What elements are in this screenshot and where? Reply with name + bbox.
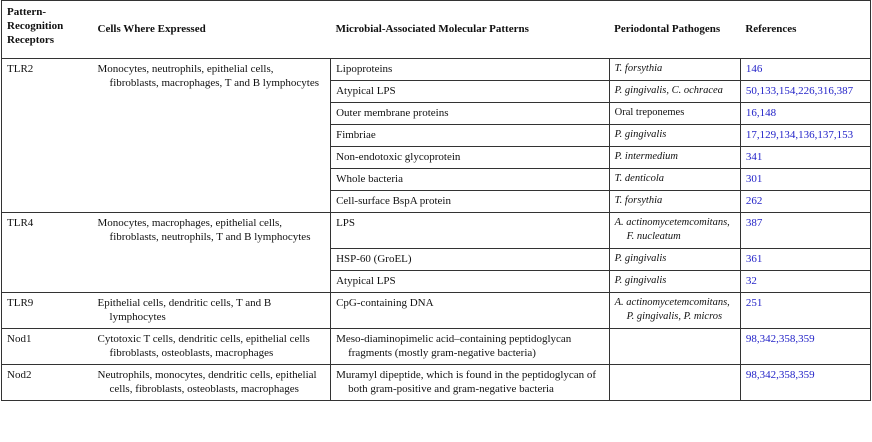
pathogen-cell: A. actinomycetemcomitans, P. gingivalis, P. micros <box>609 293 740 329</box>
header-cells: Cells Where Expressed <box>88 1 331 59</box>
header-references: References <box>740 1 870 59</box>
pathogen-cell: Oral treponemes <box>609 103 740 125</box>
pathogen-cell: T. forsythia <box>609 59 740 81</box>
table-row <box>2 365 871 401</box>
reference-link[interactable]: 262 <box>740 191 870 213</box>
pathogen-cell: P. gingivalis <box>609 249 740 271</box>
pattern-cell: Whole bacteria <box>331 169 610 191</box>
reference-link[interactable]: 341 <box>740 147 870 169</box>
cells-expressed: Cytotoxic T cells, dendritic cells, epithelial cells fibroblasts, osteoblasts, macrophages <box>88 329 331 365</box>
reference-link[interactable]: 301 <box>740 169 870 191</box>
cells-expressed: Neutrophils, monocytes, dendritic cells, epithelial cells, fibroblasts, osteoblasts, macrophages <box>88 365 331 401</box>
receptor-cell: Nod2 <box>2 365 88 401</box>
pathogen-cell: P. gingivalis, C. ochracea <box>609 81 740 103</box>
pattern-cell: Muramyl dipeptide, which is found in the peptidoglycan of both gram-positive and gram-negative bacteria <box>331 365 610 401</box>
table-row <box>2 59 871 81</box>
pattern-cell: LPS <box>331 213 610 249</box>
pathogen-cell <box>609 329 740 365</box>
receptor-cell: Nod1 <box>2 329 88 365</box>
cells-expressed: Monocytes, macrophages, epithelial cells, fibroblasts, neutrophils, T and B lymphocytes <box>88 213 331 293</box>
reference-link[interactable]: 16,148 <box>740 103 870 125</box>
header-patterns: Microbial-Associated Molecular Patterns <box>331 1 610 59</box>
table-row <box>2 213 871 249</box>
pathogen-cell: P. gingivalis <box>609 125 740 147</box>
pathogen-cell: T. forsythia <box>609 191 740 213</box>
reference-link[interactable]: 251 <box>740 293 870 329</box>
reference-link[interactable]: 98,342,358,359 <box>740 329 870 365</box>
pattern-cell: Cell-surface BspA protein <box>331 191 610 213</box>
pathogen-cell: P. intermedium <box>609 147 740 169</box>
pattern-cell: Lipoproteins <box>331 59 610 81</box>
reference-link[interactable]: 361 <box>740 249 870 271</box>
header-row <box>2 1 871 59</box>
pattern-cell: CpG-containing DNA <box>331 293 610 329</box>
receptor-cell: TLR2 <box>2 59 88 213</box>
header-pathogens: Periodontal Pathogens <box>609 1 740 59</box>
reference-link[interactable]: 387 <box>740 213 870 249</box>
pathogen-cell: T. denticola <box>609 169 740 191</box>
cells-expressed: Epithelial cells, dendritic cells, T and B lymphocytes <box>88 293 331 329</box>
pattern-cell: Atypical LPS <box>331 271 610 293</box>
pattern-cell: HSP-60 (GroEL) <box>331 249 610 271</box>
pathogen-cell <box>609 365 740 401</box>
reference-link[interactable]: 146 <box>740 59 870 81</box>
pattern-cell: Atypical LPS <box>331 81 610 103</box>
pathogen-cell: A. actinomycetemcomitans, F. nucleatum <box>609 213 740 249</box>
prr-table <box>1 0 871 401</box>
reference-link[interactable]: 50,133,154,226,316,387 <box>740 81 870 103</box>
reference-link[interactable]: 32 <box>740 271 870 293</box>
reference-link[interactable]: 98,342,358,359 <box>740 365 870 401</box>
receptor-cell: TLR9 <box>2 293 88 329</box>
cells-expressed: Monocytes, neutrophils, epithelial cells, fibroblasts, macrophages, T and B lymphocytes <box>88 59 331 213</box>
reference-link[interactable]: 17,129,134,136,137,153 <box>740 125 870 147</box>
table-row <box>2 293 871 329</box>
pattern-cell: Meso-diaminopimelic acid–containing peptidoglycan fragments (mostly gram-negative bacteria) <box>331 329 610 365</box>
pattern-cell: Non-endotoxic glycoprotein <box>331 147 610 169</box>
pattern-cell: Outer membrane proteins <box>331 103 610 125</box>
pattern-cell: Fimbriae <box>331 125 610 147</box>
receptor-cell: TLR4 <box>2 213 88 293</box>
pathogen-cell: P. gingivalis <box>609 271 740 293</box>
table-row <box>2 329 871 365</box>
header-receptor: Pattern-Recognition Receptors <box>2 1 88 59</box>
